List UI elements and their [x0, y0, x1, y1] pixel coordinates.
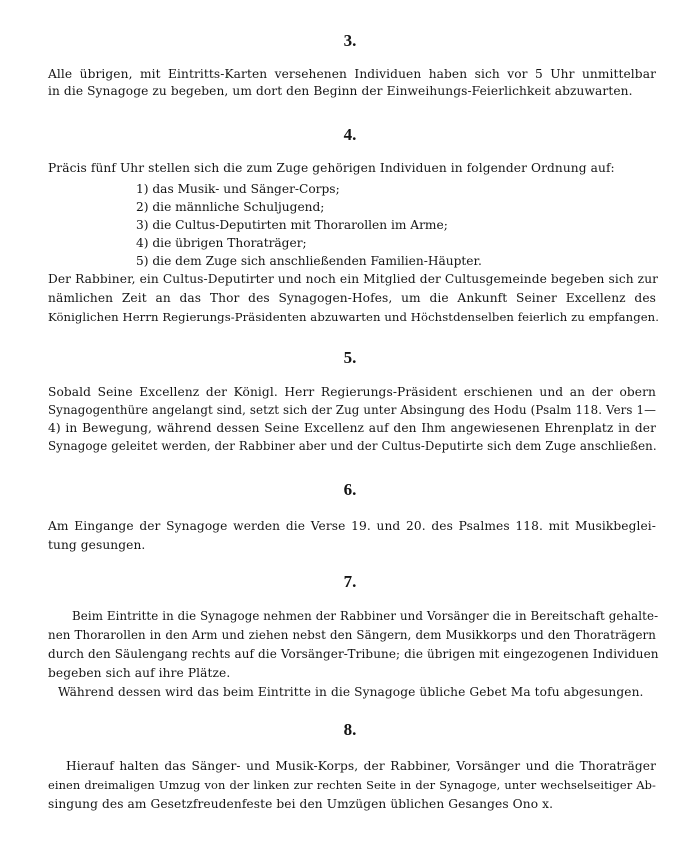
paragraph-line: Hierauf halten das Sänger- und Musik-Korps, der Rabbiner, Vorsänger und die Thoraträger	[66, 759, 656, 773]
list-item: 2) die männliche Schuljugend;	[136, 200, 325, 214]
paragraph-line: tung gesungen.	[48, 538, 146, 552]
section-number-7: 7.	[343, 572, 357, 591]
paragraph-line: Synagogenthüre angelangt sind, setzt sich der Zug unter Absingung des Hodu (Psalm 118. Vers 1—	[48, 403, 656, 417]
paragraph-line: Der Rabbiner, ein Cultus-Deputirter und noch ein Mitglied der Cultusgemeinde begeben sich zur	[48, 272, 659, 286]
paragraph-line: einen dreimaligen Umzug von der linken zur rechten Seite in der Synagoge, unter wechselseitiger Ab-	[48, 778, 656, 792]
section-number-5: 5.	[343, 348, 357, 367]
paragraph-line: 4) in Bewegung, während dessen Seine Excellenz auf den Ihm angewiesenen Ehrenplatz in der	[48, 421, 656, 435]
paragraph-line: Während dessen wird das beim Eintritte in die Synagoge übliche Gebet Ma tofu abgesungen.	[58, 685, 644, 699]
paragraph-line: in die Synagoge zu begeben, um dort den Beginn der Einweihungs-Feierlichkeit abzuwarten.	[48, 84, 633, 98]
list-item: 3) die Cultus-Deputirten mit Thorarollen im Arme;	[136, 218, 448, 232]
paragraph-line: Beim Eintritte in die Synagoge nehmen der Rabbiner und Vorsänger die in Bereitschaft gehalte-	[72, 609, 659, 623]
paragraph-line: begeben sich auf ihre Plätze.	[48, 666, 231, 680]
section-number-8: 8.	[343, 720, 357, 739]
list-item: 4) die übrigen Thoraträger;	[136, 236, 307, 250]
paragraph-line: singung des am Gesetzfreudenfeste bei den Umzügen üblichen Gesanges Ono x.	[48, 797, 554, 811]
list-item: 5) die dem Zuge sich anschließenden Familien-Häupter.	[136, 254, 482, 268]
paragraph-line: durch den Säulengang rechts auf die Vorsänger-Tribune; die übrigen mit eingezogenen Individuen	[48, 647, 659, 661]
paragraph-line: nen Thorarollen in den Arm und ziehen nebst den Sängern, dem Musikkorps und den Thoraträgern	[48, 628, 656, 642]
paragraph-line: Königlichen Herrn Regierungs-Präsidenten abzuwarten und Höchstdenselben feierlich zu empfangen.	[48, 310, 660, 324]
section-number-4: 4.	[343, 125, 357, 144]
paragraph-line: Präcis fünf Uhr stellen sich die zum Zuge gehörigen Individuen in folgender Ordnung auf:	[48, 161, 615, 175]
paragraph-line: Synagoge geleitet werden, der Rabbiner aber und der Cultus-Deputirte sich dem Zuge anschließen.	[48, 439, 657, 453]
paragraph-line: Alle übrigen, mit Eintritts-Karten versehenen Individuen haben sich vor 5 Uhr unmittelbar	[48, 67, 656, 81]
paragraph-line: nämlichen Zeit an das Thor des Synagogen-Hofes, um die Ankunft Seiner Excellenz des	[48, 291, 656, 305]
paragraph-line: Am Eingange der Synagoge werden die Verse 19. und 20. des Psalmes 118. mit Musikbeglei-	[48, 519, 656, 533]
paragraph-line: Sobald Seine Excellenz der Königl. Herr Regierungs-Präsident erschienen und an der obern	[48, 385, 656, 399]
list-item: 1) das Musik- und Sänger-Corps;	[136, 182, 340, 196]
section-number-3: 3.	[343, 31, 357, 50]
section-number-6: 6.	[343, 480, 357, 499]
